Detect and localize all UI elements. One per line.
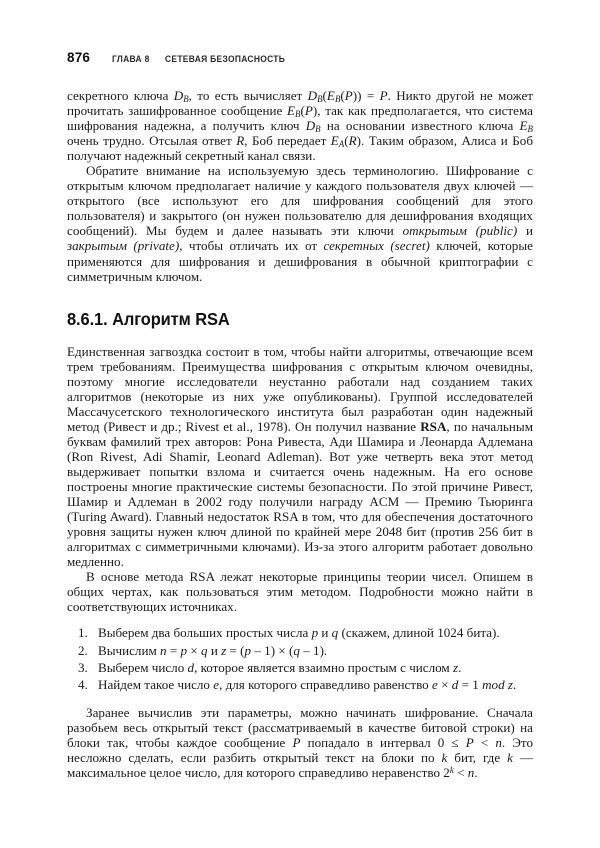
p1-var-r1: R — [236, 133, 245, 149]
p1-paren-a: ( — [322, 88, 327, 103]
p1-paren-b: ( — [340, 88, 345, 103]
paragraph-continuation — [67, 88, 533, 163]
p2-text-c: , чтобы отличать их от — [179, 238, 324, 254]
step4-var-e: e — [213, 676, 220, 692]
page-number: 876 — [67, 50, 91, 65]
p1-var-d3: D — [305, 118, 316, 134]
p1-sub-a1: A — [338, 139, 345, 150]
step1-var-p: p — [311, 625, 319, 641]
step2-var-q: q — [201, 642, 208, 658]
section-heading: 8.6.1. Алгоритм RSA — [67, 308, 230, 329]
p1-paren-e: ) — [312, 103, 318, 119]
list-item-number: 2. — [78, 642, 88, 658]
running-head — [67, 50, 533, 65]
p1-var-d1: D — [173, 88, 184, 103]
list-item — [67, 643, 533, 658]
p2-text-a: Обратите внимание на используемую здесь терминологию. Шифрование с открытым ключом предполагает наличие у каждого пользователя двух ключей — открытого (все используют его для шифрования сообщений для этого пользователя) и закрытого (он нужен пользователю для дешифрования входящих сообщений). Мы будем и далее называть эти ключи — [67, 163, 533, 239]
paragraph-rsa-history — [67, 344, 533, 570]
list-item-number: 1. — [78, 625, 88, 641]
spacer-after-heading — [67, 330, 533, 344]
step4-var-d2: d — [451, 676, 459, 692]
p5-var-n2: n — [467, 765, 475, 781]
p5-var-k2: k — [507, 750, 513, 766]
step4-var-e2: e — [432, 676, 438, 692]
p5-sup-k: k — [449, 765, 454, 776]
p3-bold-rsa: RSA — [420, 418, 447, 434]
p3-text-b: , по начальным буквам фамилий трех авторов: Рона Ривеста, Ади Шамира и Леонарда Адлемана (Ron Rivest, Adi Shamir, Leonard Adleman). Вот уже четверть века этот метод выдерживает попытки взлома и считается очень надежным. На его основе построены многие практические системы безопасности. По этой причине Ривест, Шамир и Адлеман в 2002 году получили награду ACM — Премию Тьюринга (Turing Award). Главный недостаток RSA в том, что для обеспечения достаточного уровня защиты нужен ключ длиной по крайней мере 2048 бит (против 256 бит в алгоритмах с симметричными ключами). Из-за этого алгоритм работает довольно медленно. — [67, 418, 533, 570]
p5-text-a: Заранее вычислив эти параметры, можно начинать шифрование. Сначала разобьем весь открытый текст (рассматриваемый в качестве битовой строки) на блоки так, чтобы каждое сообщение — [67, 705, 533, 751]
p1-var-p3: P — [304, 103, 313, 119]
spacer-before-list — [67, 614, 533, 625]
step2-text-a: Вычислим — [98, 642, 161, 658]
list-item — [67, 660, 533, 675]
p1-paren-g: ) — [356, 133, 361, 149]
spacer-before-heading — [67, 284, 533, 309]
p1-text-c: . Никто другой не может прочитать зашифрованное сообщение — [67, 88, 534, 119]
rsa-steps-list — [67, 625, 533, 691]
step2-var-n: n — [160, 642, 167, 658]
running-head-chapter-title: СЕТЕВАЯ БЕЗОПАСНОСТЬ — [164, 54, 285, 65]
step2-text-b: = — [166, 642, 181, 658]
step4-text-b: , для которого справедливо равенство — [219, 676, 432, 692]
paragraph-encryption-blocks — [67, 705, 533, 780]
p5-text-f: — максимальное целое число, для которого справедливо неравенство 2 — [67, 750, 533, 781]
p1-var-e4: E — [330, 133, 339, 149]
p1-text-h: . Таким образом, Алиса и Боб получают надежный секретный канал связи. — [67, 133, 534, 164]
step3-text-c: . — [458, 659, 462, 675]
list-item — [67, 625, 533, 640]
p1-var-r2: R — [348, 133, 357, 149]
p5-text-d: . Это несложно сделать, если разбить открытый текст на блоки по — [67, 735, 534, 766]
p2-italic-private: закрытым (private) — [67, 238, 180, 254]
p1-sub-b2: B — [317, 93, 323, 104]
p1-text-g: , Боб передает — [244, 133, 331, 149]
step2-text-c: × — [187, 642, 202, 658]
p2-italic-secret: секретных (secret) — [323, 238, 430, 254]
p5-var-n1: n — [495, 735, 502, 751]
p1-paren-d: ( — [300, 103, 305, 119]
p5-text-e: бит, где — [447, 750, 508, 766]
step2-var-p2: p — [244, 642, 252, 658]
step4-op-mod: mod — [482, 676, 505, 692]
p1-sub-b6: B — [527, 124, 533, 135]
step4-text-a: Найдем такое число — [98, 676, 214, 692]
p1-text-a: секретного ключа — [67, 88, 174, 103]
running-head-chapter-label: ГЛАВА 8 — [112, 54, 150, 65]
spacer-after-list — [67, 694, 533, 705]
step2-text-d: и — [207, 642, 222, 658]
paragraph-terminology — [67, 163, 533, 283]
p5-text-h: . — [474, 765, 478, 781]
step4-text-c: × — [437, 676, 452, 692]
step3-var-d: d — [187, 659, 195, 675]
step4-var-z: z — [507, 676, 514, 692]
list-item-number: 4. — [78, 676, 88, 692]
p1-var-p1: P — [344, 88, 353, 103]
paragraph-number-theory: В основе метода RSA лежат некоторые принципы теории чисел. Опишем в общих чертах, как пользоваться этим методом. Подробности можно найти в соответствующих источниках. — [67, 569, 533, 615]
p2-italic-public: открытым (public) — [402, 223, 518, 239]
p5-text-b: попадало в интервал 0 ≤ — [300, 735, 466, 751]
p1-text-e: на основании известного ключа — [320, 118, 520, 134]
p3-text-a: Единственная загвоздка состоит в том, чтобы найти алгоритмы, отвечающие всем трем требованиям. Преимущества шифрования с открытым ключом очевидны, поэтому многие исследователи неустанно работали над созданием таких алгоритмов (некоторые из них уже опубликованы). Группой исследователей Массачусетского технологического института был разработан один надежный метод (Ривест и др.; Rivest et al., 1978). Он получил название — [67, 343, 533, 434]
step4-text-d: = 1 — [458, 676, 483, 692]
p1-var-p2: P — [379, 88, 388, 103]
p1-sub-b5: B — [315, 124, 321, 135]
step2-text-f: – 1) × ( — [251, 642, 294, 658]
p5-text-c: < — [473, 735, 496, 751]
step1-var-q: q — [331, 625, 339, 641]
step1-text-a: Выберем два больших простых числа — [98, 625, 312, 641]
p1-sub-b1: B — [183, 93, 189, 104]
p5-var-p1: P — [292, 735, 301, 751]
p5-var-p2: P — [465, 735, 474, 751]
p1-sub-b3: B — [334, 93, 341, 104]
p1-sub-b4: B — [295, 109, 301, 119]
step2-var-p: p — [180, 642, 188, 658]
p1-text-d: , так как предполагается, что система шифрования надежна, а получить ключ — [67, 103, 533, 134]
p1-var-d2: D — [307, 88, 318, 103]
p2-text-d: ключей, которые применяются для шифрования и дешифрования в обычной криптографии с симметричным ключом. — [67, 238, 533, 284]
p1-var-e3: E — [519, 118, 528, 134]
p1-text-b: , то есть вычисляет — [188, 88, 308, 103]
text-column — [67, 88, 533, 780]
step3-var-z: z — [453, 659, 459, 675]
p5-var-k1: k — [441, 750, 448, 766]
step3-text-b: , которое является взаимно простым с числом — [194, 659, 453, 675]
p1-var-e1: E — [326, 88, 335, 103]
step1-text-c: (скажем, длиной 1024 бита). — [338, 625, 500, 641]
step3-text-a: Выберем число — [98, 659, 188, 675]
step1-text-b: и — [318, 625, 332, 641]
step2-text-g: – 1). — [299, 642, 328, 658]
step2-var-z: z — [221, 642, 227, 658]
p1-var-e2: E — [287, 103, 296, 119]
p1-paren-f: ( — [344, 133, 349, 149]
p1-text-f: очень трудно. Отсылая ответ — [67, 133, 237, 149]
list-item — [67, 677, 533, 692]
step4-text-f: . — [513, 676, 517, 692]
list-item-number: 3. — [78, 659, 88, 675]
p1-paren-c: )) = — [352, 88, 380, 103]
step2-text-e: = ( — [226, 642, 245, 658]
p2-text-b: и — [517, 223, 533, 239]
p5-text-g: < — [453, 765, 468, 781]
step2-var-q2: q — [293, 642, 300, 658]
